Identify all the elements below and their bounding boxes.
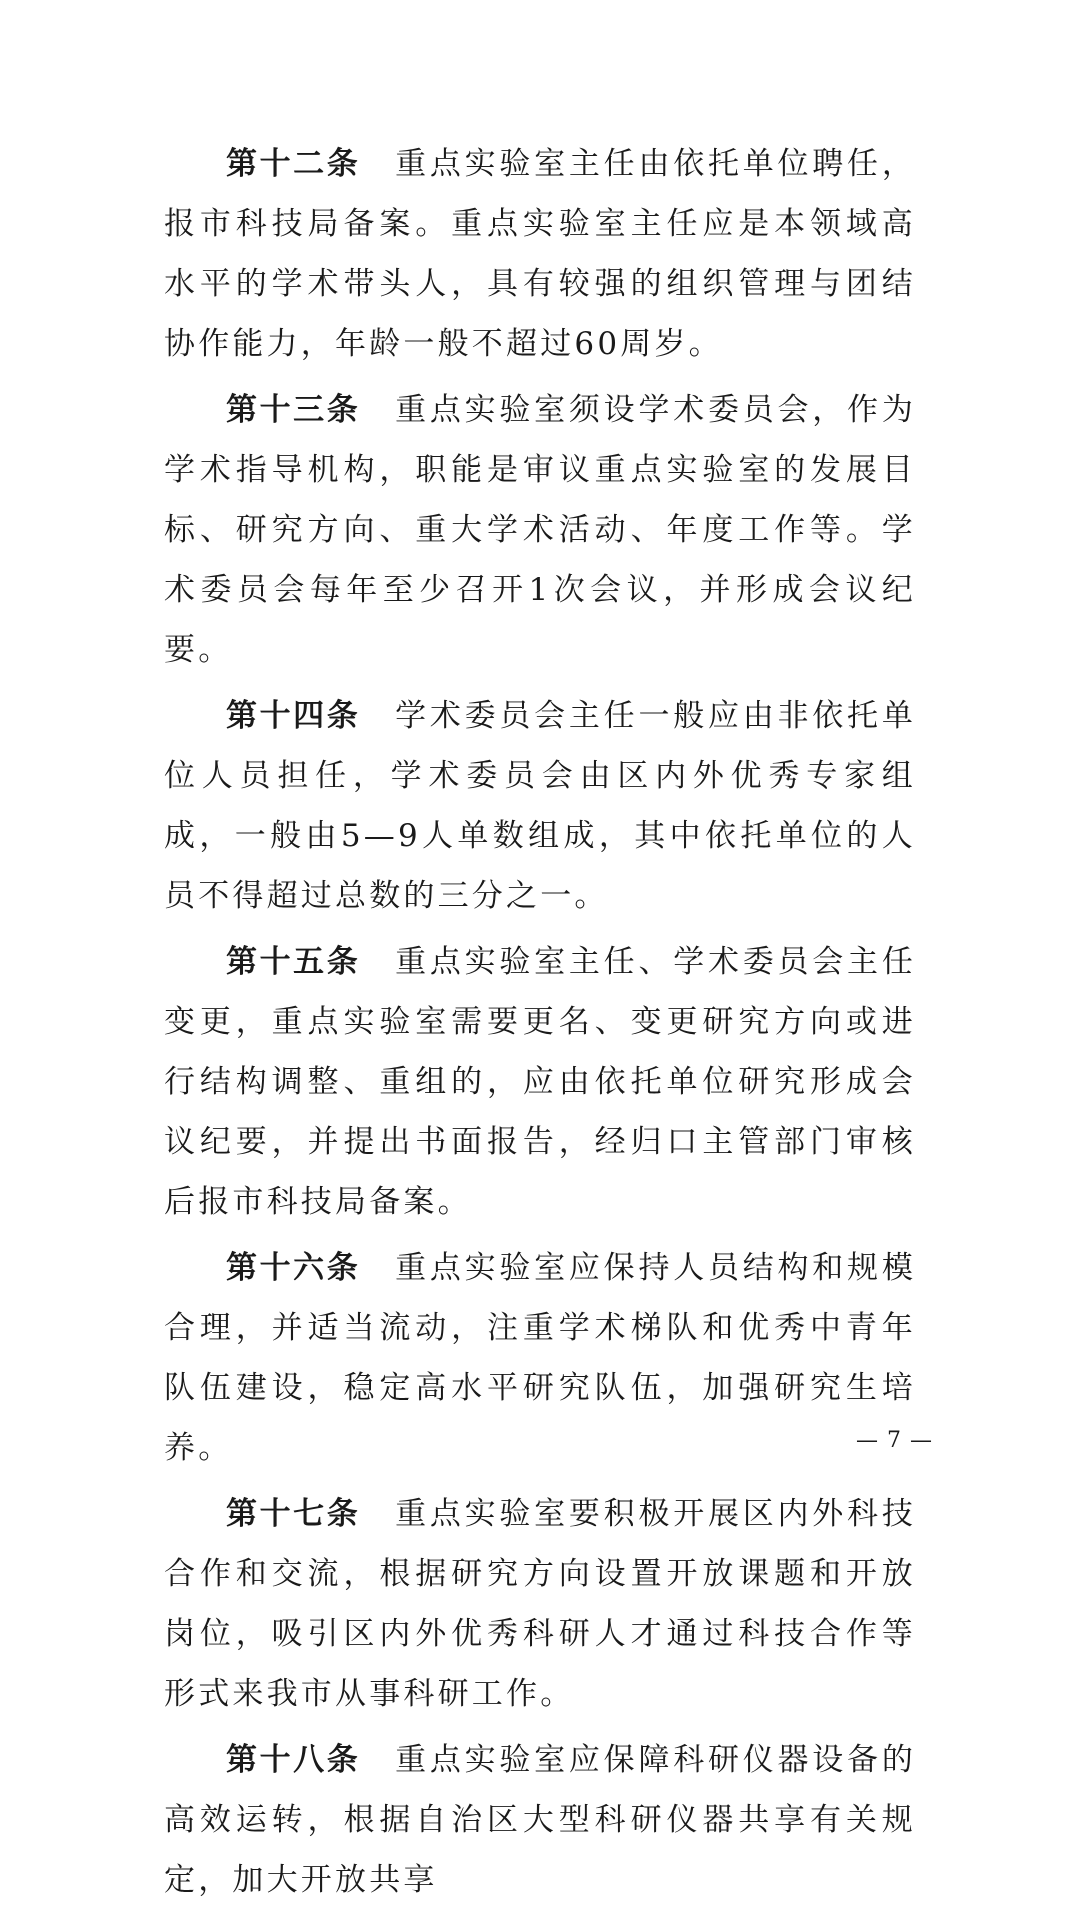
article-number: 第十八条 <box>226 1742 361 1778</box>
article-text: 重点实验室应保持人员结构和规模合理，并适当流动，注重学术梯队和优秀中青年队伍建设，稳定高水平研究队伍，加强研究生培养。 <box>164 1250 917 1466</box>
article-16 <box>164 1238 916 1478</box>
article-text: 重点实验室应保障科研仪器设备的高效运转，根据自治区大型科研仪器共享有关规定，加大开放共享 <box>164 1742 917 1898</box>
document-body <box>164 134 916 1916</box>
article-17 <box>164 1484 916 1724</box>
article-14 <box>164 686 916 926</box>
article-15 <box>164 932 916 1232</box>
article-12 <box>164 134 916 374</box>
article-number: 第十二条 <box>226 146 361 182</box>
article-text: 重点实验室主任、学术委员会主任变更，重点实验室需要更名、变更研究方向或进行结构调整、重组的，应由依托单位研究形成会议纪要，并提出书面报告，经归口主管部门审核后报市科技局备案。 <box>164 944 917 1220</box>
article-number: 第十三条 <box>226 392 361 428</box>
article-number: 第十六条 <box>226 1250 361 1286</box>
article-number: 第十七条 <box>226 1496 361 1532</box>
article-text: 重点实验室须设学术委员会，作为学术指导机构，职能是审议重点实验室的发展目标、研究方向、重大学术活动、年度工作等。学术委员会每年至少召开1次会议，并形成会议纪要。 <box>164 392 917 668</box>
article-text: 重点实验室主任由依托单位聘任，报市科技局备案。重点实验室主任应是本领域高水平的学术带头人，具有较强的组织管理与团结协作能力，年龄一般不超过60周岁。 <box>164 146 917 362</box>
article-18 <box>164 1730 916 1910</box>
article-13 <box>164 380 916 680</box>
page-number: — 7 — <box>856 1428 933 1453</box>
article-number: 第十四条 <box>226 698 361 734</box>
article-text: 重点实验室要积极开展区内外科技合作和交流，根据研究方向设置开放课题和开放岗位，吸引区内外优秀科研人才通过科技合作等形式来我市从事科研工作。 <box>164 1496 917 1712</box>
article-number: 第十五条 <box>226 944 361 980</box>
article-text: 学术委员会主任一般应由非依托单位人员担任，学术委员会由区内外优秀专家组成，一般由5—9人单数组成，其中依托单位的人员不得超过总数的三分之一。 <box>164 698 917 914</box>
